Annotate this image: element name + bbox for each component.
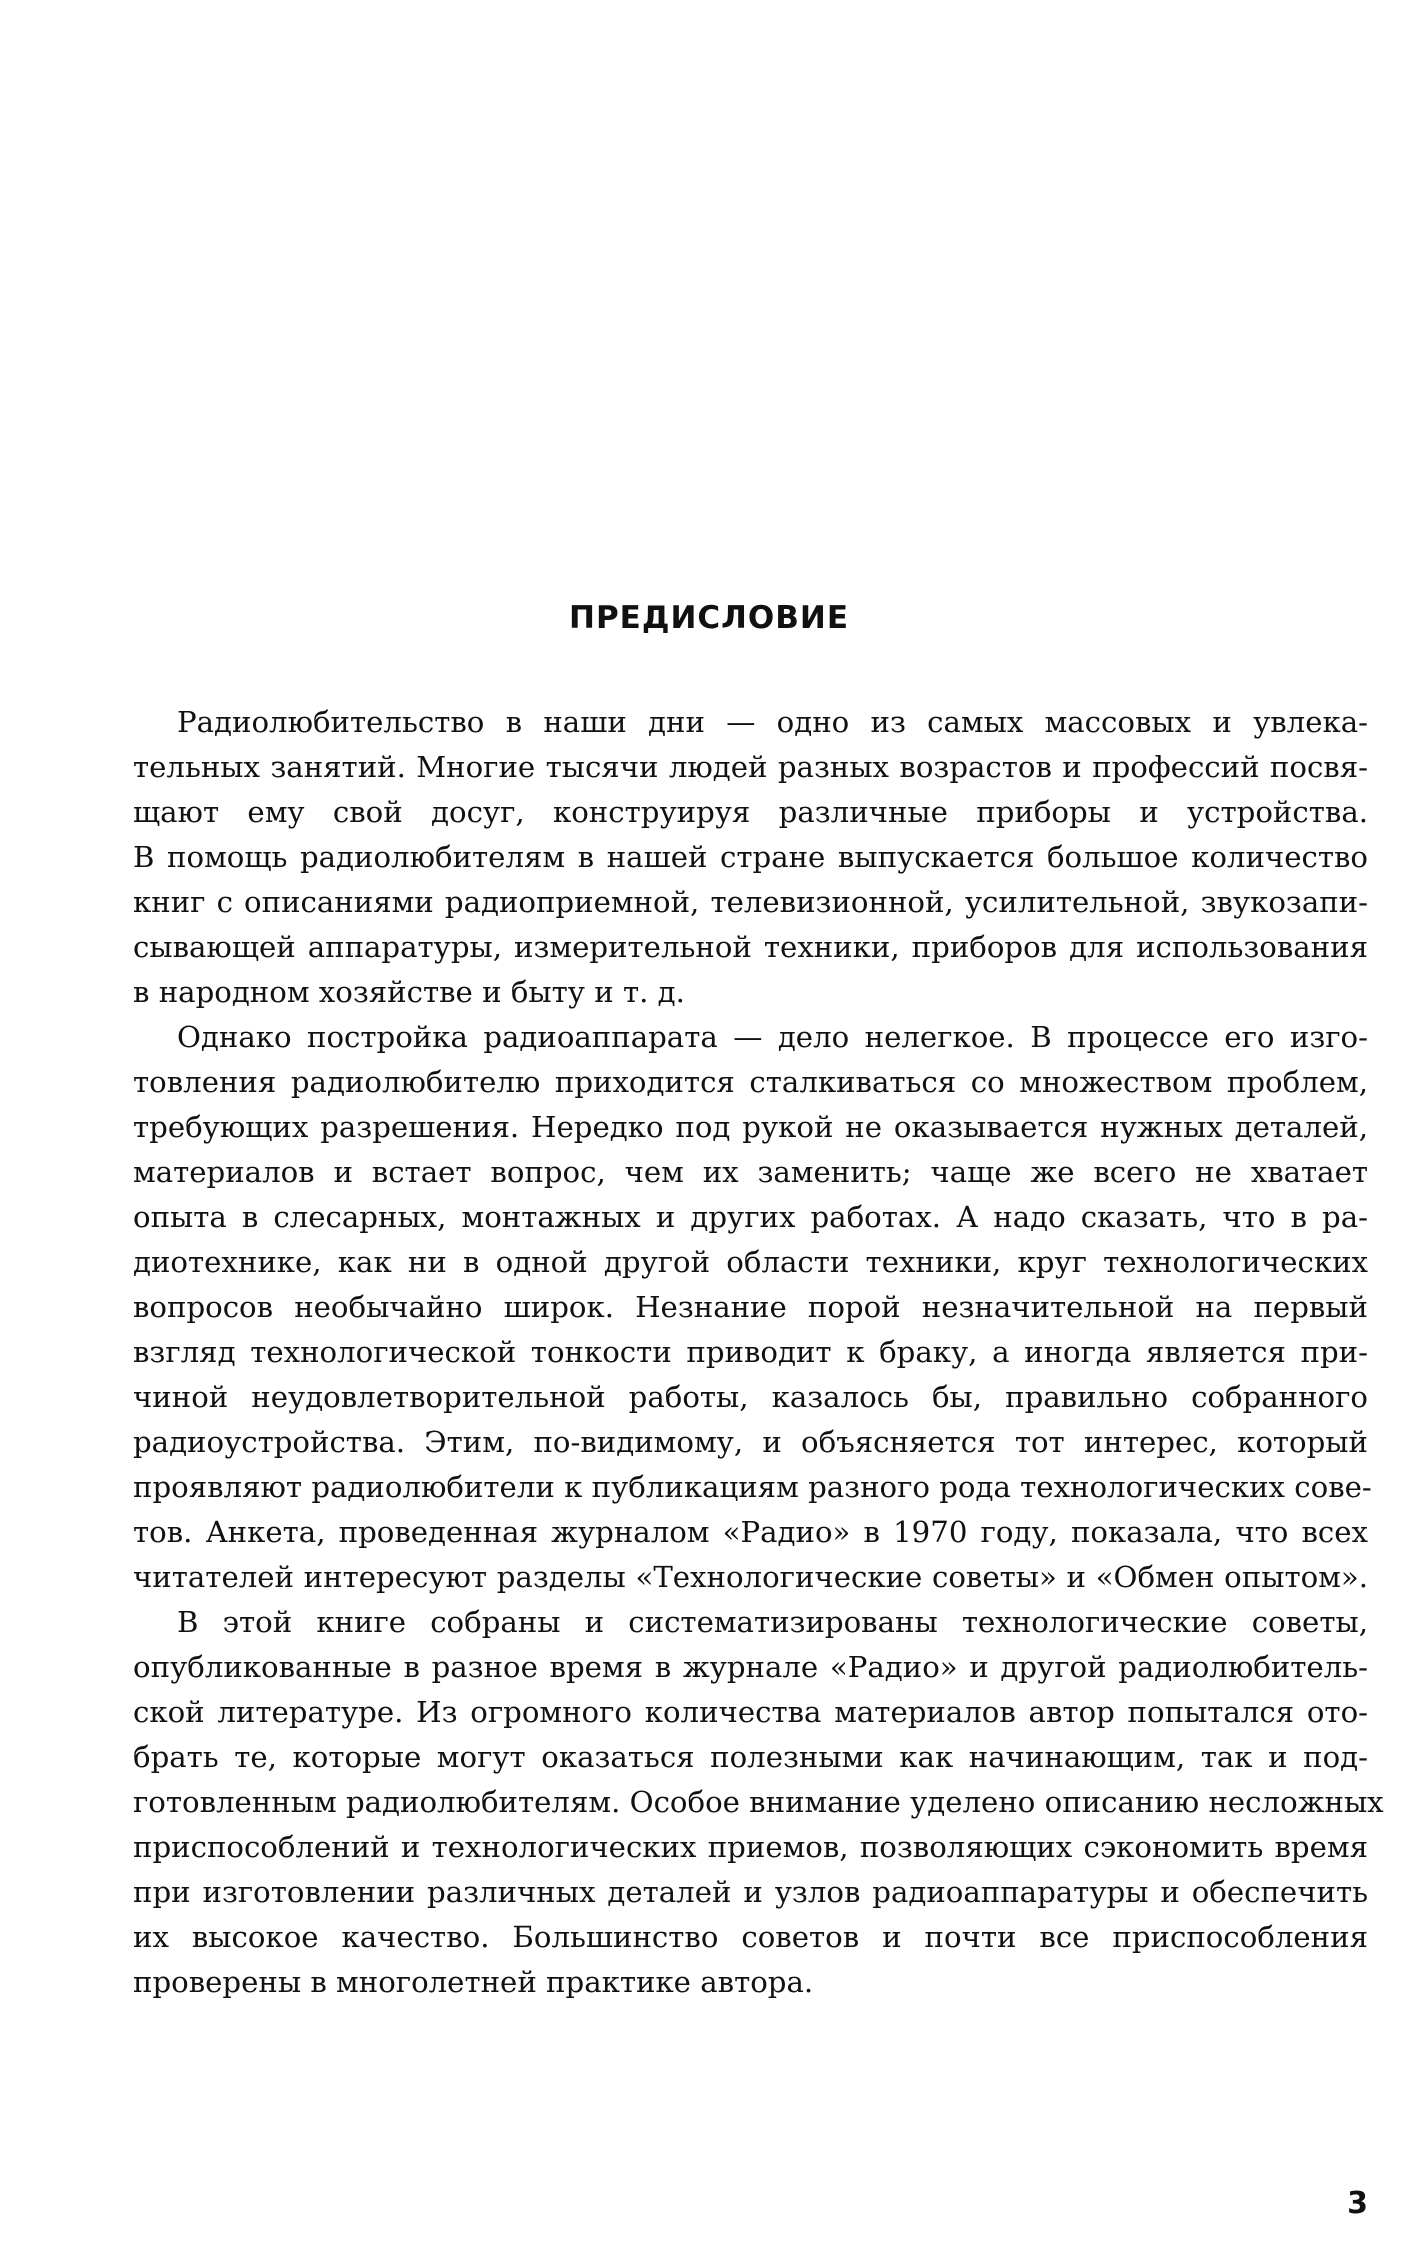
text-line: взгляд технологической тонкости приводит к браку, а иногда является при- (133, 1335, 1368, 1369)
text-line: приспособлений и технологических приемов, позволяющих сэкономить время (133, 1830, 1368, 1864)
page-title: ПРЕДИСЛОВИЕ (569, 600, 849, 636)
text-line: опубликованные в разное время в журнале «Радио» и другой радиолюбитель- (133, 1650, 1368, 1684)
paragraph-1 (133, 700, 1368, 1015)
text-line: читателей интересуют разделы «Технологические советы» и «Обмен опытом». (133, 1560, 1368, 1594)
text-line: проверены в многолетней практике автора. (133, 1965, 814, 1999)
text-line: Однако постройка радиоаппарата — дело нелегкое. В процессе его изго- (177, 1020, 1368, 1054)
text-line: в народном хозяйстве и быту и т. д. (133, 975, 685, 1009)
text-line: вопросов необычайно широк. Незнание порой незначительной на первый (133, 1290, 1368, 1324)
text-line: тельных занятий. Многие тысячи людей разных возрастов и профессий посвя- (133, 750, 1368, 784)
text-line: книг с описаниями радиоприемной, телевизионной, усилительной, звукозапи- (133, 885, 1368, 919)
text-line: В этой книге собраны и систематизированы технологические советы, (177, 1605, 1368, 1639)
text-line: радиоустройства. Этим, по-видимому, и объясняется тот интерес, который (133, 1425, 1368, 1459)
text-line: брать те, которые могут оказаться полезными как начинающим, так и под- (133, 1740, 1368, 1774)
text-line: товления радиолюбителю приходится сталкиваться со множеством проблем, (133, 1065, 1368, 1099)
text-line: материалов и встает вопрос, чем их заменить; чаще же всего не хватает (133, 1155, 1368, 1189)
text-line: диотехнике, как ни в одной другой области техники, круг технологических (133, 1245, 1368, 1279)
page-number: 3 (1347, 2186, 1368, 2221)
text-line: В помощь радиолюбителям в нашей стране выпускается большое количество (133, 840, 1368, 874)
preface-body (133, 700, 1384, 2005)
text-line: их высокое качество. Большинство советов и почти все приспособления (133, 1920, 1368, 1954)
text-line: ской литературе. Из огромного количества материалов автор попытался ото- (133, 1695, 1368, 1729)
text-line: сывающей аппаратуры, измерительной техники, приборов для использования (133, 930, 1368, 964)
text-line: щают ему свой досуг, конструируя различные приборы и устройства. (133, 795, 1368, 829)
text-line: чиной неудовлетворительной работы, казалось бы, правильно собранного (133, 1380, 1368, 1414)
paragraph-2 (133, 1015, 1372, 1600)
text-line: при изготовлении различных деталей и узлов радиоаппаратуры и обеспечить (133, 1875, 1368, 1909)
paragraph-3 (133, 1600, 1384, 2005)
text-line: готовленным радиолюбителям. Особое внимание уделено описанию несложных (133, 1785, 1384, 1819)
text-line: требующих разрешения. Нередко под рукой не оказывается нужных деталей, (133, 1110, 1368, 1144)
text-line: опыта в слесарных, монтажных и других работах. А надо сказать, что в ра- (133, 1200, 1368, 1234)
text-line: Радиолюбительство в наши дни — одно из самых массовых и увлека- (177, 705, 1368, 739)
text-line: тов. Анкета, проведенная журналом «Радио» в 1970 году, показала, что всех (133, 1515, 1368, 1549)
text-line: проявляют радиолюбители к публикациям разного рода технологических сове- (133, 1470, 1372, 1504)
